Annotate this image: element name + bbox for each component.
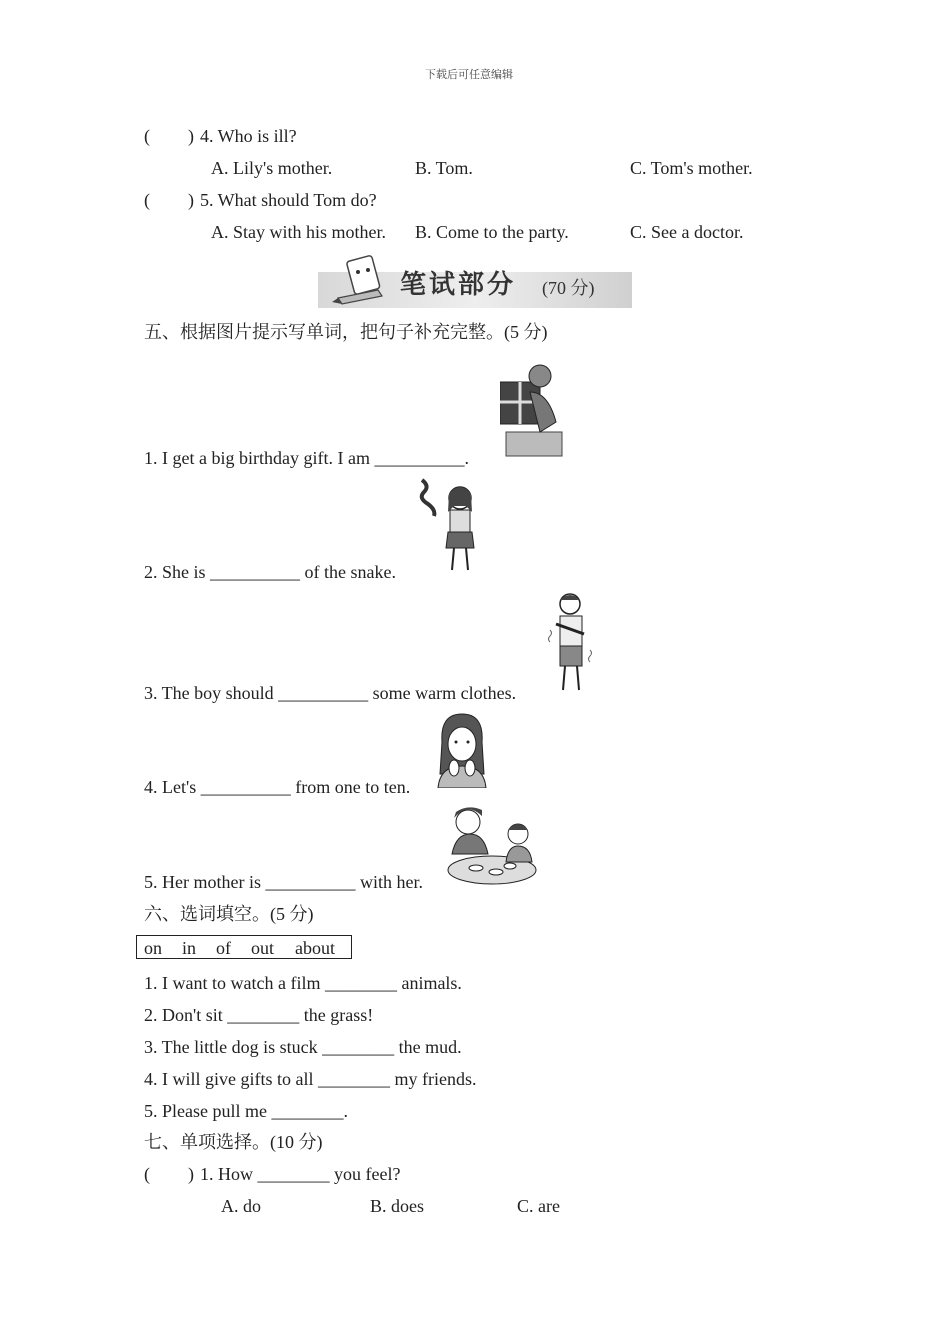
mother-daughter-picture — [446, 804, 540, 888]
section-5-item: 1. I get a big birthday gift. I am __________. — [144, 448, 469, 468]
question-paren-open: ( — [144, 126, 150, 146]
written-section-banner — [318, 254, 632, 310]
question-paren-close: ) — [188, 1164, 194, 1184]
section-6-item: 3. The little dog is stuck ________ the mud. — [144, 1037, 462, 1057]
section-7-title: 七、单项选择。(10 分) — [144, 1132, 323, 1152]
q4-option-c: C. Tom's mother. — [630, 158, 753, 178]
section-5-item: 5. Her mother is __________ with her. — [144, 872, 423, 892]
word-bank-word: of — [216, 938, 231, 958]
gift-picture — [500, 362, 564, 458]
q4-option-a: A. Lily's mother. — [211, 158, 333, 178]
word-bank-word: in — [182, 938, 197, 958]
q5-option-c: C. See a doctor. — [630, 222, 744, 242]
section-6-item: 2. Don't sit ________ the grass! — [144, 1005, 374, 1025]
q5-option-a: A. Stay with his mother. — [211, 222, 386, 242]
section-6-title: 六、选词填空。(5 分) — [144, 904, 314, 924]
question-4-text: 4. Who is ill? — [200, 126, 297, 146]
section-5-title: 五、根据图片提示写单词，把句子补充完整。(5 分) — [144, 322, 548, 342]
question-paren-close: ) — [188, 190, 194, 210]
s7-q1-option-a: A. do — [221, 1196, 261, 1216]
s7-q1-option-c: C. are — [517, 1196, 560, 1216]
word-bank-word: out — [251, 938, 275, 958]
word-bank-box — [136, 935, 352, 959]
counting-girl-picture — [434, 712, 490, 788]
section-7-question-1: 1. How ________ you feel? — [200, 1164, 401, 1184]
snake-girl-picture — [416, 476, 480, 576]
banner-score: (70 分) — [542, 278, 595, 298]
q5-option-b: B. Come to the party. — [415, 222, 569, 242]
section-5-item: 3. The boy should __________ some warm clothes. — [144, 683, 517, 703]
banner-title: 笔试部分 — [400, 270, 517, 300]
section-6-item: 4. I will give gifts to all ________ my friends. — [144, 1069, 477, 1089]
section-6-item: 5. Please pull me ________. — [144, 1101, 348, 1121]
s7-q1-option-b: B. does — [370, 1196, 424, 1216]
question-paren-close: ) — [188, 126, 194, 146]
q4-option-b: B. Tom. — [415, 158, 473, 178]
cold-boy-picture — [548, 590, 594, 696]
section-6-item: 1. I want to watch a film ________ animals. — [144, 973, 462, 993]
question-paren-open: ( — [144, 1164, 150, 1184]
question-paren-open: ( — [144, 190, 150, 210]
word-bank-word: about — [295, 938, 335, 958]
section-5-item: 2. She is __________ of the snake. — [144, 562, 396, 582]
question-5-text: 5. What should Tom do? — [200, 190, 377, 210]
section-5-item: 4. Let's __________ from one to ten. — [144, 777, 411, 797]
word-bank-word: on — [144, 938, 162, 958]
page-header: 下载后可任意编辑 — [425, 68, 513, 81]
